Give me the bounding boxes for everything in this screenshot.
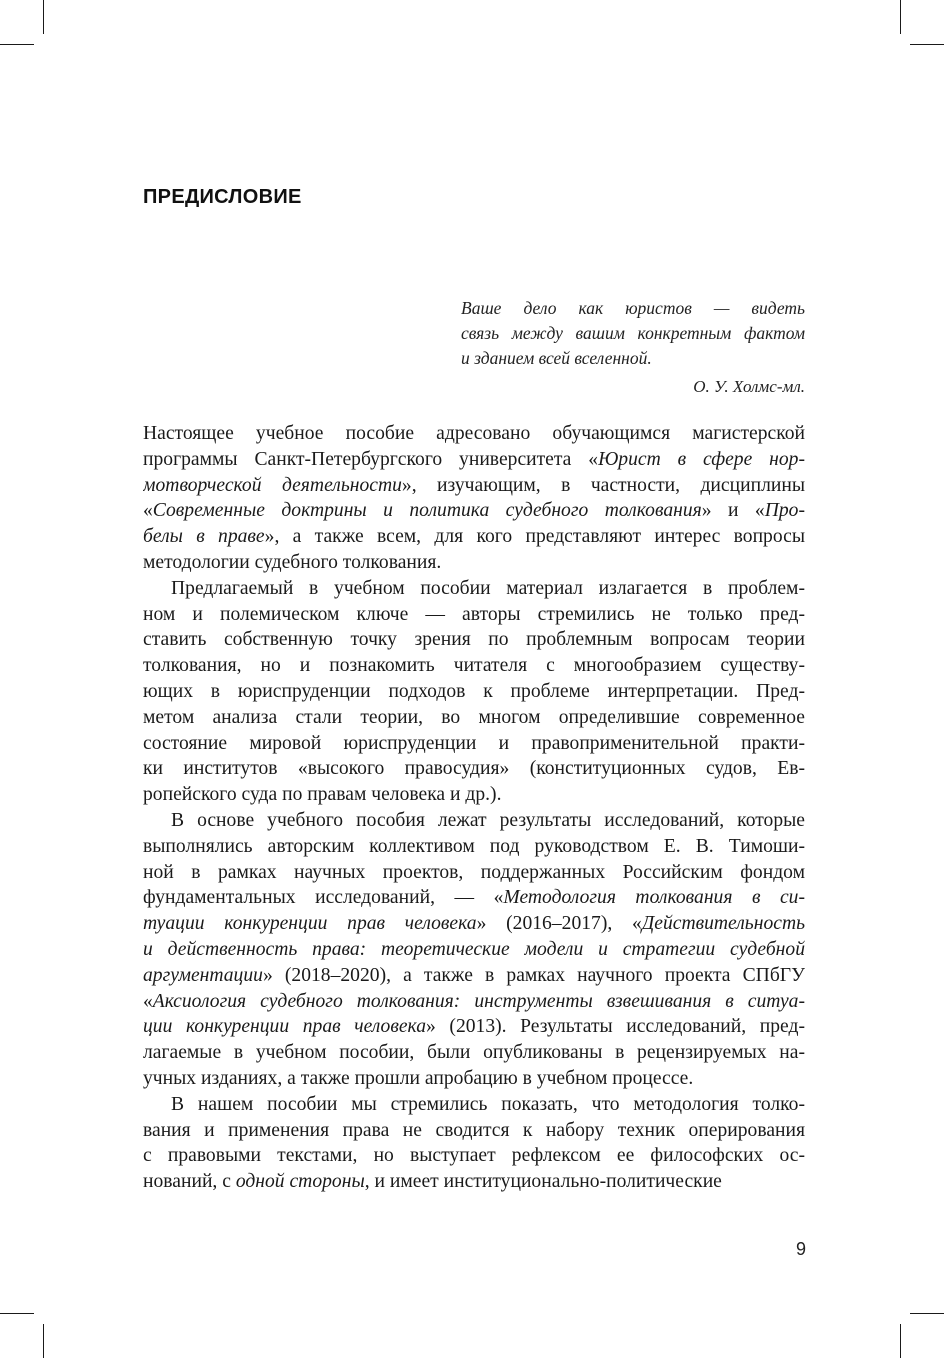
paragraph-line <box>143 1092 805 1118</box>
paragraph-line <box>143 1066 805 1092</box>
text-run: состояние мировой юриспруденции и правоприменительной практи- <box>143 732 805 754</box>
italic-text: ции конкуренции прав человека <box>143 1016 427 1038</box>
paragraph-line <box>143 860 805 886</box>
italic-text: Методология толкования в си- <box>503 887 805 909</box>
body-text <box>143 421 805 1195</box>
paragraph-line <box>143 885 805 911</box>
text-run: ки институтов «высокого правосудия» (конституционных судов, Ев- <box>143 758 805 780</box>
paragraph-line <box>143 421 805 447</box>
text-run: » (2016–2017), « <box>476 913 642 935</box>
text-run: В основе учебного пособия лежат результаты исследований, которые <box>171 809 805 831</box>
text-run: ропейского суда по правам человека и др.). <box>143 784 502 806</box>
text-run: « <box>143 990 153 1012</box>
italic-text: Современные доктрины и политика судебного толкования <box>152 500 702 522</box>
text-run: методологии судебного толкования. <box>143 551 442 573</box>
crop-mark-bottom-left-vertical <box>43 1324 44 1358</box>
text-run: ющих в юриспруденции подходов к проблеме интерпретации. Пред- <box>143 680 805 702</box>
text-run: , и имеет институционально-политические <box>364 1171 722 1193</box>
paragraph-line <box>143 576 805 602</box>
text-run: » (2018–2020), а также в рамках научного проекта СПбГУ <box>262 964 805 986</box>
epigraph <box>461 296 805 399</box>
text-run: « <box>143 500 153 522</box>
crop-mark-bottom-right-vertical <box>900 1324 901 1358</box>
epigraph-line: связь между вашим конкретным фактом <box>461 323 805 343</box>
page-number: 9 <box>795 1239 806 1259</box>
text-run: выполнялись авторским коллективом под руководством Е. В. Тимоши- <box>143 835 805 857</box>
text-run: вания и применения права не сводится к набору техник оперирования <box>143 1119 805 1141</box>
italic-text: аргументации <box>143 964 263 986</box>
epigraph-line: и зданием всей вселенной. <box>461 348 652 368</box>
paragraph-line <box>143 1014 805 1040</box>
text-run: », а также всем, для кого представляют интерес вопросы <box>264 526 805 548</box>
text-run: программы Санкт-Петербургского университета « <box>143 448 599 470</box>
paragraph-line <box>143 473 805 499</box>
text-run: толкования, но и познакомить читателя с многообразием существу- <box>143 655 805 677</box>
italic-text: мотворческой деятельности <box>143 474 402 496</box>
text-run: ном и полемическом ключе — авторы стремились не только пред- <box>143 603 805 625</box>
paragraph-line <box>143 550 805 576</box>
epigraph-line: Ваше дело как юристов — видеть <box>461 298 805 318</box>
crop-mark-top-left-vertical <box>43 0 44 34</box>
paragraph-line <box>143 911 805 937</box>
text-run: В нашем пособии мы стремились показать, что методология толко- <box>171 1093 805 1115</box>
crop-mark-top-right-horizontal <box>910 44 944 45</box>
italic-text: туации конкуренции прав человека <box>143 913 477 935</box>
paragraph-line <box>143 653 805 679</box>
paragraph-line <box>143 756 805 782</box>
italic-text: Аксиология судебного толкования: инструменты взвешивания в ситуа- <box>152 990 805 1012</box>
text-run: » и « <box>701 500 765 522</box>
text-run: учных изданиях, а также прошли апробацию в учебном процессе. <box>143 1067 694 1089</box>
text-run: ной в рамках научных проектов, поддержанных Российским фондом <box>143 861 805 883</box>
crop-mark-top-right-vertical <box>900 0 901 34</box>
paragraph-line <box>143 602 805 628</box>
paragraph-line <box>143 524 805 550</box>
crop-mark-top-left-horizontal <box>0 44 34 45</box>
paragraph-line <box>143 963 805 989</box>
text-run: с правовыми текстами, но выступает рефлексом ее философских ос- <box>143 1145 805 1167</box>
paragraph-line <box>143 782 805 808</box>
paragraph-line <box>143 1040 805 1066</box>
italic-text: Юрист в сфере нор- <box>598 448 805 470</box>
crop-mark-bottom-right-horizontal <box>910 1313 944 1314</box>
paragraph-line <box>143 989 805 1015</box>
text-run: ставить собственную точку зрения по проблемным вопросам теории <box>143 629 805 651</box>
epigraph-author: О. У. Холмс-мл. <box>693 377 805 396</box>
text-run: » (2013). Результаты исследований, пред- <box>426 1016 805 1038</box>
text-run: лагаемые в учебном пособии, были опубликованы в рецензируемых на- <box>143 1042 805 1064</box>
text-run: фундаментальных исследований, — « <box>143 887 504 909</box>
text-run: Настоящее учебное пособие адресовано обучающимся магистерской <box>143 423 805 444</box>
paragraph-line <box>143 447 805 473</box>
paragraph-line <box>143 1143 805 1169</box>
paragraph-line <box>143 1118 805 1144</box>
italic-text: одной стороны <box>235 1171 365 1193</box>
paragraph-line <box>143 834 805 860</box>
text-run: нований, с <box>143 1171 236 1193</box>
paragraph-line <box>143 705 805 731</box>
paragraph-line <box>143 808 805 834</box>
paragraph-line <box>143 731 805 757</box>
paragraph-line <box>143 498 805 524</box>
paragraph-line <box>143 937 805 963</box>
text-run: », изучающим, в частности, дисциплины <box>401 474 805 496</box>
italic-text: Про- <box>764 500 805 522</box>
paragraph-line <box>143 627 805 653</box>
paragraph-line <box>143 679 805 705</box>
crop-mark-bottom-left-horizontal <box>0 1313 34 1314</box>
page-heading: ПРЕДИСЛОВИЕ <box>143 186 302 208</box>
italic-text: и действенность права: теоретические модели и стратегии судебной <box>143 938 805 960</box>
paragraph-line <box>143 1169 805 1195</box>
text-run: метом анализа стали теории, во многом определившие современное <box>143 706 805 728</box>
text-run: Предлагаемый в учебном пособии материал излагается в проблем- <box>171 577 805 599</box>
italic-text: белы в праве <box>143 526 265 548</box>
italic-text: Действительность <box>641 913 805 935</box>
